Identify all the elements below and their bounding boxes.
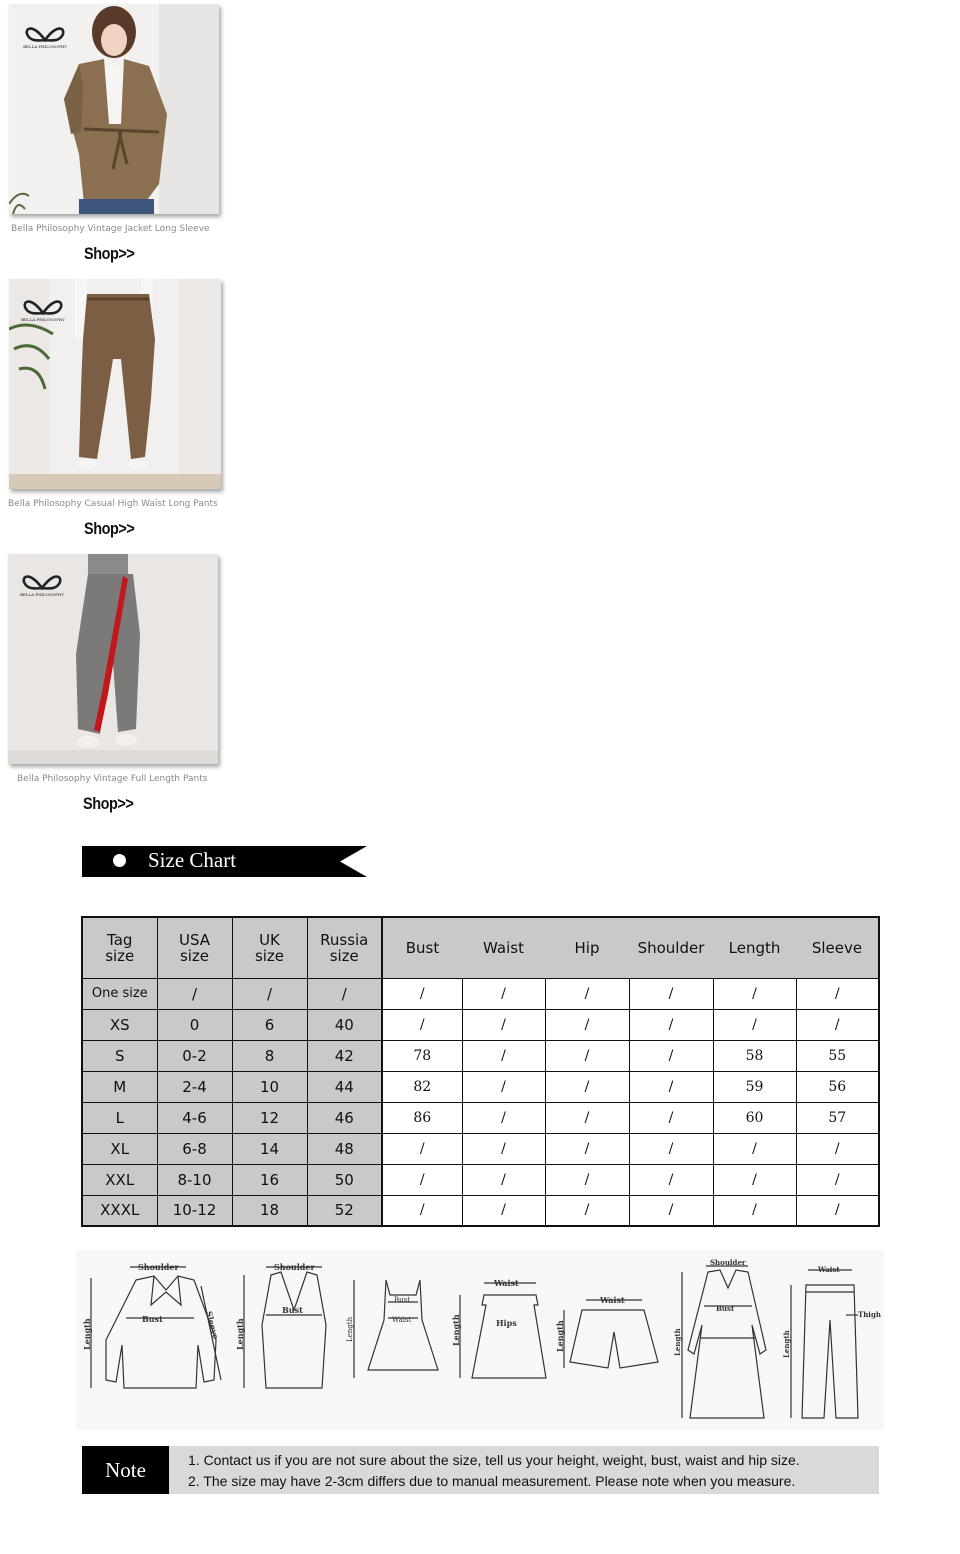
product-image-striped-pants[interactable] — [8, 554, 218, 764]
cell-hip: / — [545, 978, 629, 1009]
header-russia-size: Russia size — [307, 917, 382, 978]
table-row — [82, 1164, 879, 1195]
label-length: Length — [673, 1328, 682, 1356]
cell-length: 59 — [713, 1071, 796, 1102]
skirt-diagram — [451, 1278, 546, 1378]
coat-diagram — [673, 1258, 766, 1418]
shop-button[interactable]: Shop>> — [83, 794, 134, 813]
label-shoulder: Shoulder — [710, 1258, 746, 1267]
table-row — [82, 1102, 879, 1133]
cell-sleeve: 56 — [796, 1071, 879, 1102]
cell-tag: One size — [82, 978, 157, 1009]
header-waist: Waist — [462, 917, 545, 978]
cell-bust: / — [382, 1009, 462, 1040]
cell-russia: 52 — [307, 1195, 382, 1226]
pants-diagram — [782, 1265, 881, 1418]
table-row — [82, 1133, 879, 1164]
cell-tag: S — [82, 1040, 157, 1071]
cell-hip: / — [545, 1133, 629, 1164]
brand-logo — [19, 291, 67, 322]
cell-shoulder: / — [629, 1164, 713, 1195]
label-bust: Bust — [142, 1314, 163, 1324]
table-row — [82, 1195, 879, 1226]
cell-tag: XL — [82, 1133, 157, 1164]
cell-hip: / — [545, 1102, 629, 1133]
cell-tag: M — [82, 1071, 157, 1102]
cell-tag: XXXL — [82, 1195, 157, 1226]
cell-length: / — [713, 1195, 796, 1226]
shorts-diagram — [555, 1295, 658, 1368]
cell-usa: 0-2 — [157, 1040, 232, 1071]
label-bust: Bust — [716, 1304, 735, 1313]
measurement-guide — [76, 1250, 884, 1430]
cell-uk: / — [232, 978, 307, 1009]
cell-tag: XS — [82, 1009, 157, 1040]
label-waist: Waist — [818, 1265, 840, 1274]
brand-logo-text: BELLA PHILOSOPHY — [23, 43, 67, 49]
cell-russia: 50 — [307, 1164, 382, 1195]
header-sleeve: Sleeve — [796, 917, 879, 978]
cell-length: / — [713, 1164, 796, 1195]
product-caption: Bella Philosophy Casual High Waist Long Pants — [8, 499, 218, 509]
cell-waist: / — [462, 1040, 545, 1071]
note-line-1: 1. Contact us if you are not sure about the size, tell us your height, weight, bust, waist and hip size. — [188, 1452, 800, 1468]
table-row — [82, 1071, 879, 1102]
cell-shoulder: / — [629, 1102, 713, 1133]
cell-russia: 46 — [307, 1102, 382, 1133]
label-length: Length — [235, 1318, 245, 1350]
cell-tag: XXL — [82, 1164, 157, 1195]
brand-logo — [18, 566, 66, 597]
product-card-jacket[interactable] — [8, 4, 238, 266]
header-shoulder: Shoulder — [629, 917, 713, 978]
cell-tag: L — [82, 1102, 157, 1133]
size-chart-table — [81, 916, 880, 1227]
cell-length: 58 — [713, 1040, 796, 1071]
cell-bust: 86 — [382, 1102, 462, 1133]
cell-waist: / — [462, 1009, 545, 1040]
header-hip: Hip — [545, 917, 629, 978]
blouse-diagram — [82, 1262, 221, 1388]
table-row — [82, 1009, 879, 1040]
cell-shoulder: / — [629, 1009, 713, 1040]
cell-hip: / — [545, 1040, 629, 1071]
label-length: Length — [451, 1314, 461, 1346]
label-length: Length — [555, 1320, 565, 1352]
cell-uk: 8 — [232, 1040, 307, 1071]
label-bust: Bust — [282, 1305, 303, 1315]
cell-usa: 6-8 — [157, 1133, 232, 1164]
cell-length: / — [713, 1009, 796, 1040]
label-waist: Waist — [494, 1278, 519, 1288]
cell-hip: / — [545, 1195, 629, 1226]
table-row — [82, 1040, 879, 1071]
label-thigh: Thigh — [858, 1310, 881, 1319]
garment-measurement-illustrations — [76, 1250, 884, 1430]
cell-hip: / — [545, 1164, 629, 1195]
cell-uk: 14 — [232, 1133, 307, 1164]
header-tag-size: Tag size — [82, 917, 157, 978]
bullet-icon — [113, 854, 126, 867]
product-image-jacket[interactable] — [9, 4, 219, 214]
cell-usa: / — [157, 978, 232, 1009]
cell-usa: 10-12 — [157, 1195, 232, 1226]
cell-waist: / — [462, 978, 545, 1009]
cell-sleeve: / — [796, 1164, 879, 1195]
cell-waist: / — [462, 1164, 545, 1195]
cell-usa: 8-10 — [157, 1164, 232, 1195]
label-hips: Hips — [496, 1318, 517, 1328]
product-card-striped-pants[interactable] — [7, 554, 237, 816]
brand-logo — [21, 18, 69, 49]
cell-shoulder: / — [629, 1133, 713, 1164]
label-sleeve: Sleeve — [204, 1309, 222, 1341]
cell-sleeve: / — [796, 978, 879, 1009]
cell-length: 60 — [713, 1102, 796, 1133]
cell-waist: / — [462, 1071, 545, 1102]
product-caption: Bella Philosophy Vintage Full Length Pants — [17, 774, 208, 784]
cell-bust: / — [382, 1195, 462, 1226]
product-image-pants[interactable] — [9, 279, 221, 489]
header-length: Length — [713, 917, 796, 978]
cell-waist: / — [462, 1133, 545, 1164]
cell-sleeve: / — [796, 1195, 879, 1226]
table-row — [82, 978, 879, 1009]
note-line-2: 2. The size may have 2-3cm differs due to manual measurement. Please note when you measure. — [188, 1473, 796, 1489]
butterfly-logo-icon — [19, 291, 67, 317]
cell-shoulder: / — [629, 1195, 713, 1226]
cell-shoulder: / — [629, 978, 713, 1009]
shop-button[interactable]: Shop>> — [84, 244, 135, 263]
cell-bust: 78 — [382, 1040, 462, 1071]
cell-uk: 10 — [232, 1071, 307, 1102]
label-length: Length — [782, 1330, 791, 1358]
cell-usa: 0 — [157, 1009, 232, 1040]
header-usa-size: USA size — [157, 917, 232, 978]
cell-length: / — [713, 978, 796, 1009]
cell-uk: 6 — [232, 1009, 307, 1040]
cell-length: / — [713, 1133, 796, 1164]
cell-shoulder: / — [629, 1040, 713, 1071]
cell-uk: 16 — [232, 1164, 307, 1195]
label-length: Length — [346, 1316, 354, 1342]
cell-waist: / — [462, 1195, 545, 1226]
cell-russia: 42 — [307, 1040, 382, 1071]
cell-waist: / — [462, 1102, 545, 1133]
cell-sleeve: 55 — [796, 1040, 879, 1071]
camisole-diagram — [235, 1262, 326, 1388]
cell-sleeve: / — [796, 1009, 879, 1040]
label-shoulder: Shoulder — [274, 1262, 315, 1272]
note-label: Note — [82, 1446, 169, 1494]
cell-usa: 2-4 — [157, 1071, 232, 1102]
label-waist: Waist — [600, 1295, 625, 1305]
cell-shoulder: / — [629, 1071, 713, 1102]
product-card-pants[interactable] — [8, 279, 238, 541]
cell-sleeve: / — [796, 1133, 879, 1164]
cell-sleeve: 57 — [796, 1102, 879, 1133]
cell-bust: / — [382, 978, 462, 1009]
cell-usa: 4-6 — [157, 1102, 232, 1133]
cell-bust: 82 — [382, 1071, 462, 1102]
table-header-row — [82, 917, 879, 978]
label-shoulder: Shoulder — [138, 1262, 179, 1272]
label-bust: Bust — [394, 1296, 411, 1304]
cell-hip: / — [545, 1071, 629, 1102]
brand-logo-text: BELLA PHILOSOPHY — [21, 316, 65, 322]
cell-bust: / — [382, 1133, 462, 1164]
cell-russia: 44 — [307, 1071, 382, 1102]
size-chart-title: Size Chart — [148, 848, 237, 872]
product-caption: Bella Philosophy Vintage Jacket Long Sleeve — [11, 224, 210, 234]
cell-russia: 40 — [307, 1009, 382, 1040]
brand-logo-text: BELLA PHILOSOPHY — [20, 591, 64, 597]
label-waist: Waist — [392, 1316, 412, 1324]
cell-russia: / — [307, 978, 382, 1009]
cell-uk: 18 — [232, 1195, 307, 1226]
cell-bust: / — [382, 1164, 462, 1195]
dress-diagram — [346, 1280, 438, 1378]
label-length: Length — [82, 1318, 92, 1350]
shop-button[interactable]: Shop>> — [84, 519, 135, 538]
cell-hip: / — [545, 1009, 629, 1040]
butterfly-logo-icon — [18, 566, 66, 592]
header-uk-size: UK size — [232, 917, 307, 978]
cell-uk: 12 — [232, 1102, 307, 1133]
header-bust: Bust — [382, 917, 462, 978]
note-box — [82, 1446, 879, 1494]
cell-russia: 48 — [307, 1133, 382, 1164]
butterfly-logo-icon — [21, 18, 69, 44]
